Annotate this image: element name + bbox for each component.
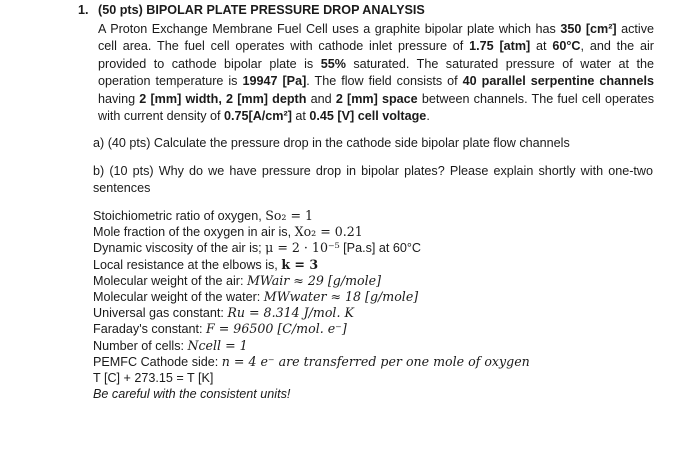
question-number: 1. [78, 3, 89, 17]
given-temperature-conversion: T [C] + 273.15 = T [K] [93, 371, 214, 386]
given-pemfc-cathode: PEMFC Cathode side: n = 4 e⁻ are transferred per one mole of oxygen [93, 353, 530, 369]
given-dynamic-viscosity: Dynamic viscosity of the air is; μ = 2 · 10⁻⁵ [Pa.s] at 60°C [93, 240, 422, 256]
units-note: Be careful with the consistent units! [93, 387, 291, 402]
given-elbow-resistance: Local resistance at the elbows is, k = 3 [93, 256, 319, 272]
question-title: (50 pts) BIPOLAR PLATE PRESSURE DROP ANALYSIS [98, 3, 425, 17]
given-mw-air: Molecular weight of the air: MWair ≈ 29 [g/mole] [93, 272, 382, 288]
given-data-list [93, 208, 653, 402]
given-stoichiometric-ratio: Stoichiometric ratio of oxygen, So₂ = 1 [93, 208, 314, 223]
problem-statement: A Proton Exchange Membrane Fuel Cell uses a graphite bipolar plate which has 350 [cm²] active cell area. The fuel cell operates with cathode inlet pressure of 1.75 [atm] at 60°C, and the air provided to cathode bipolar plate is 55% saturated. The saturated pressure of water at the operation temperature is 19947 [Pa]. The flow field consists of 40 parallel serpentine channels having 2 [mm] width, 2 [mm] depth and 2 [mm] space between channels. The fuel cell operates with current density of 0.75[A/cm²] at 0.45 [V] cell voltage. [98, 22, 655, 124]
given-gas-constant: Universal gas constant: Ru = 8.314 J/mol. K [93, 305, 354, 321]
given-faraday-constant: Faraday's constant: F = 96500 [C/mol. e⁻] [93, 321, 347, 337]
given-mw-water: Molecular weight of the water: MWwater ≈ 18 [g/mole] [93, 289, 419, 305]
part-b-question: b) (10 pts) Why do we have pressure drop in bipolar plates? Please explain shortly with one-two sentences [93, 164, 653, 196]
given-number-of-cells: Number of cells: Ncell = 1 [93, 337, 248, 353]
part-a-question: a) (40 pts) Calculate the pressure drop in the cathode side bipolar plate flow channels [93, 136, 570, 150]
given-mole-fraction: Mole fraction of the oxygen in air is, Xo₂ = 0.21 [93, 224, 363, 240]
